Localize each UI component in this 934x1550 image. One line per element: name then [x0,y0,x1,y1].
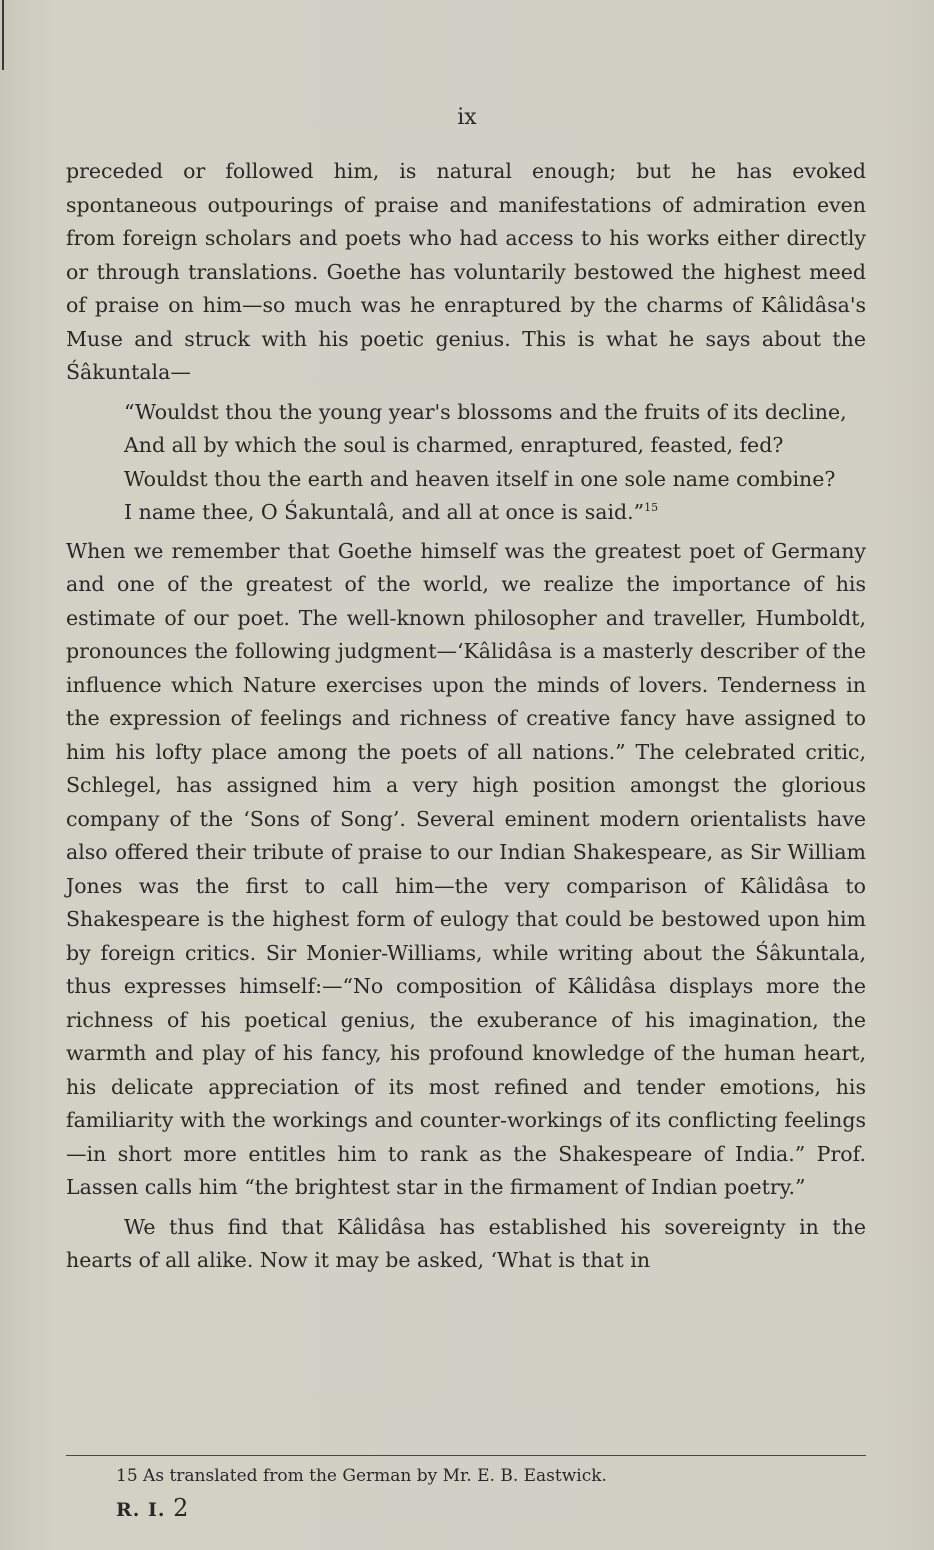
signature-letters: R. I. [116,1499,166,1521]
verse-line-3: Wouldst thou the earth and heaven itself in one sole name combine? [124,466,836,491]
body-text [66,155,866,1278]
signature-number: 2 [173,1494,190,1522]
verse-line-4 [66,496,866,530]
paragraph-2: When we remember that Goethe himself was the greatest poet of Germany and one of the greatest of the world, we realize the importance of his estimate of our poet. The well-known philosopher and traveller, Humboldt, pronounces the following judgment—‘Kâlidâsa is a masterly describer of the influence which Nature exercises upon the minds of lovers. Tenderness in the expression of feelings and richness of creative fancy have assigned to him his lofty place among the poets of all nations.” The celebrated critic, Schlegel, has assigned him a very high position amongst the glorious company of the ‘Sons of Song’. Several eminent modern orientalists have also offered their tribute of praise to our Indian Shakespeare, as Sir William Jones was the first to call him—the very comparison of Kâlidâsa to Shakespeare is the highest form of eulogy that could be bestowed upon him by foreign critics. Sir Monier-Williams, while writing about the Śâkuntala, thus expresses himself:—“No composition of Kâlidâsa displays more the richness of his poetical genius, the exuberance of his imagination, the warmth and play of his fancy, his profound knowledge of the human heart, his delicate appreciation of its most refined and tender emotions, his familiarity with the workings and counter-workings of its conflicting feelings—in short more entitles him to rank as the Shakespeare of India.” Prof. Lassen calls him “the brightest star in the firmament of Indian poetry.” [66,538,866,1199]
verse-line-1: “Wouldst thou the young year's blossoms and the fruits of its decline, [124,399,847,424]
page-edge-mark [2,0,4,70]
paragraph-3: We thus find that Kâlidâsa has established his sovereignty in the hearts of all alike. Now it may be asked, ‘What is that in [66,1214,866,1272]
footnote: 15 As translated from the German by Mr. E. B. Eastwick. [116,1466,607,1486]
footnote-divider [66,1455,866,1456]
verse-line-4-text: I name thee, O Śakuntalâ, and all at once is said.” [124,500,645,524]
verse-line-2: And all by which the soul is charmed, enraptured, feasted, fed? [124,433,784,457]
goethe-verse [66,396,866,530]
paragraph-1: preceded or followed him, is natural enough; but he has evoked spontaneous outpourings of praise and manifestations of admiration even from foreign scholars and poets who had access to his works either directly or through translations. Goethe has voluntarily bestowed the highest meed of praise on him—so much was he enraptured by the charms of Kâlidâsa's Muse and struck with his poetic genius. This is what he says about the Śâkuntala— [66,159,866,384]
signature-mark [116,1494,189,1522]
footnote-ref: 15 [644,501,659,515]
page-number: ix [457,105,477,130]
